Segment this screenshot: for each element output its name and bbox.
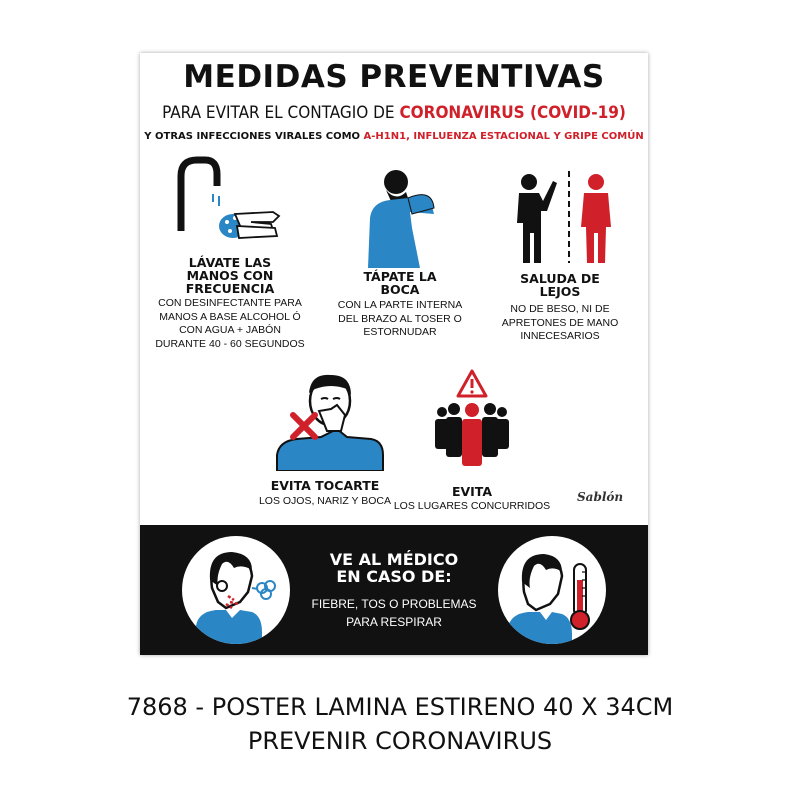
distance-greeting-icon: [513, 171, 613, 266]
cough-into-elbow-icon: [362, 168, 442, 268]
caption-line-2: PREVENIR CORONAVIRUS: [247, 727, 553, 755]
face-touch-icon: [275, 371, 385, 471]
item-title-cover-mouth: TÁPATE LA BOCA: [363, 269, 437, 297]
item-desc-avoid-touch: LOS OJOS, NARIZ Y BOCA: [258, 495, 392, 507]
item-title-avoid-crowds: EVITA: [451, 484, 493, 499]
item-desc-avoid-crowds: LOS LUGARES CONCURRIDOS: [393, 500, 551, 512]
footer-description: FIEBRE, TOS O PROBLEMAS PARA RESPIRAR: [311, 597, 477, 629]
item-title-avoid-touch: EVITA TOCARTE: [270, 478, 380, 493]
product-caption: [0, 690, 800, 758]
subtitle-prefix: PARA EVITAR EL CONTAGIO DE: [162, 103, 395, 123]
footer-title: VE AL MÉDICO EN CASO DE:: [329, 550, 459, 586]
caption-line-1: 7868 - POSTER LAMINA ESTIRENO 40 X 34CM: [126, 693, 674, 721]
handwashing-icon: [175, 156, 285, 251]
item-desc-wash-hands: CON DESINFECTANTE PARA MANOS A BASE ALCOHOL Ó CON AGUA + JABÓN DURANTE 40 - 60 SEGUNDOS: [155, 297, 305, 350]
subline-prefix: Y OTRAS INFECCIONES VIRALES COMO: [144, 131, 361, 142]
breathing-trouble-icon: [182, 536, 290, 644]
thermometer-fever-icon: [498, 536, 606, 644]
subtitle-highlight: CORONAVIRUS (COVID-19): [399, 103, 626, 123]
poster-subline: [140, 131, 648, 142]
poster-subtitle: [140, 103, 648, 123]
item-title-wash-hands: LÁVATE LAS MANOS CON FRECUENCIA: [185, 255, 275, 296]
poster-title: MEDIDAS PREVENTIVAS: [183, 59, 605, 95]
footer-banner: [140, 525, 648, 655]
item-desc-cover-mouth: CON LA PARTE INTERNA DEL BRAZO AL TOSER O ESTORNUDAR: [337, 299, 463, 338]
crowd-warning-icon: [432, 368, 512, 468]
item-desc-greet-distance: NO DE BESO, NI DE APRETONES DE MANO INNECESARIOS: [501, 303, 619, 342]
item-title-greet-distance: SALUDA DE LEJOS: [520, 271, 600, 299]
brand-logo: Sablón: [577, 490, 624, 504]
subline-highlight: A-H1N1, INFLUENZA ESTACIONAL Y GRIPE COMÚN: [363, 131, 644, 142]
poster: [140, 53, 648, 655]
